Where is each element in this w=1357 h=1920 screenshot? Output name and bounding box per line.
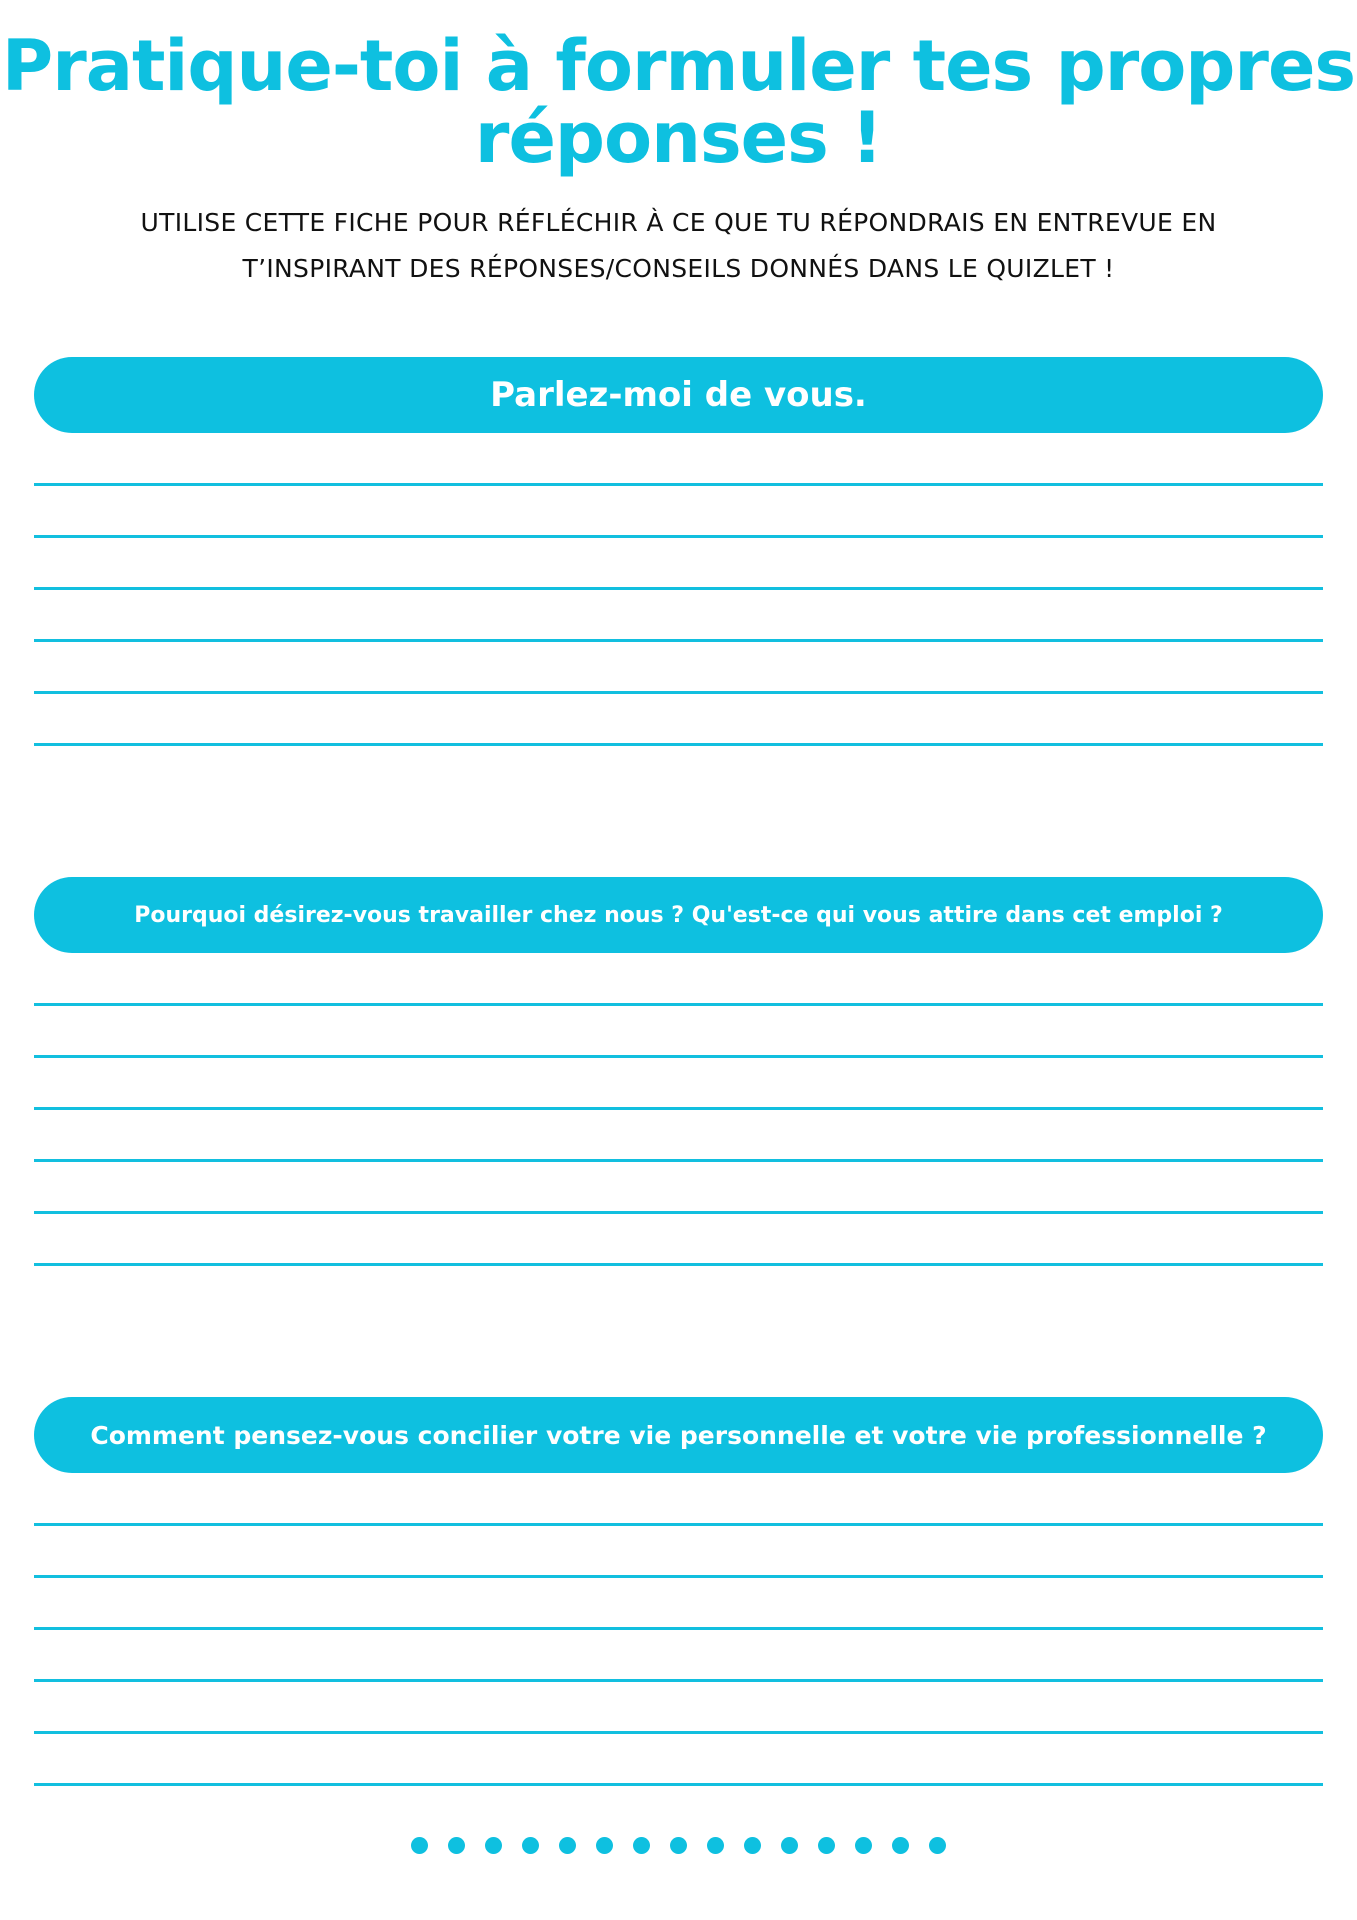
answer-line[interactable] <box>34 587 1323 590</box>
dot-icon <box>448 1837 465 1854</box>
question-section-3 <box>34 1397 1323 1835</box>
dot-icon <box>818 1837 835 1854</box>
answer-line[interactable] <box>34 1159 1323 1162</box>
answer-line[interactable] <box>34 1679 1323 1682</box>
answer-line[interactable] <box>34 1263 1323 1266</box>
answer-lines-2 <box>34 1003 1323 1266</box>
dot-icon <box>781 1837 798 1854</box>
dot-icon <box>855 1837 872 1854</box>
instructions-line-2: T’INSPIRANT DES RÉPONSES/CONSEILS DONNÉS DANS LE QUIZLET ! <box>242 254 1115 283</box>
answer-line[interactable] <box>34 1731 1323 1734</box>
answer-line[interactable] <box>34 639 1323 642</box>
question-banner-1: Parlez-moi de vous. <box>34 357 1323 433</box>
answer-line[interactable] <box>34 1783 1323 1786</box>
answer-line[interactable] <box>34 483 1323 486</box>
dot-icon <box>411 1837 428 1854</box>
instructions <box>60 200 1297 292</box>
dot-icon <box>596 1837 613 1854</box>
answer-line[interactable] <box>34 1107 1323 1110</box>
dot-icon <box>522 1837 539 1854</box>
dot-icon <box>670 1837 687 1854</box>
answer-lines-1 <box>34 483 1323 746</box>
dot-icon <box>633 1837 650 1854</box>
answer-lines-3 <box>34 1523 1323 1786</box>
question-banner-3: Comment pensez-vous concilier votre vie personnelle et votre vie professionnelle ? <box>34 1397 1323 1473</box>
answer-line[interactable] <box>34 1055 1323 1058</box>
dot-icon <box>707 1837 724 1854</box>
answer-line[interactable] <box>34 691 1323 694</box>
answer-line[interactable] <box>34 1523 1323 1526</box>
page-title-line-2: réponses ! <box>474 97 883 179</box>
question-section-1 <box>34 357 1323 795</box>
answer-line[interactable] <box>34 1211 1323 1214</box>
question-section-2 <box>34 877 1323 1315</box>
dot-icon <box>929 1837 946 1854</box>
answer-line[interactable] <box>34 1575 1323 1578</box>
question-banner-2: Pourquoi désirez-vous travailler chez nous ? Qu'est-ce qui vous attire dans cet emploi ? <box>34 877 1323 953</box>
answer-line[interactable] <box>34 535 1323 538</box>
answer-line[interactable] <box>34 1627 1323 1630</box>
decorative-dots <box>0 1837 1357 1854</box>
instructions-line-1: UTILISE CETTE FICHE POUR RÉFLÉCHIR À CE QUE TU RÉPONDRAIS EN ENTREVUE EN <box>140 208 1217 237</box>
dot-icon <box>892 1837 909 1854</box>
dot-icon <box>485 1837 502 1854</box>
page-title <box>0 25 1357 179</box>
answer-line[interactable] <box>34 743 1323 746</box>
dot-icon <box>744 1837 761 1854</box>
answer-line[interactable] <box>34 1003 1323 1006</box>
page-title-line-1: Pratique-toi à formuler tes propres <box>1 25 1356 107</box>
dot-icon <box>559 1837 576 1854</box>
